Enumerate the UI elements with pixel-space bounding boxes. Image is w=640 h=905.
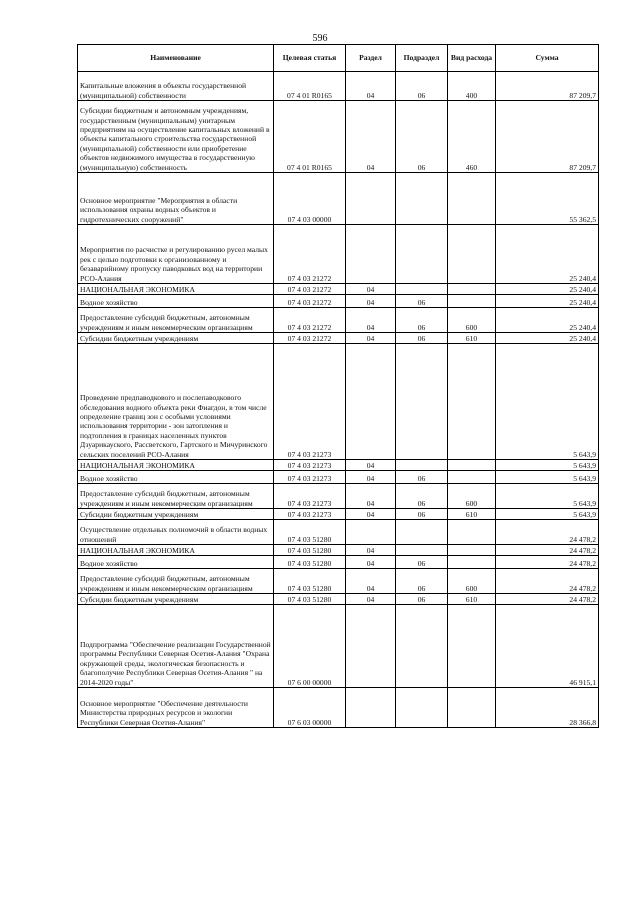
table-row [78, 173, 599, 225]
row-type-cell [448, 545, 496, 556]
row-name-cell: Предоставление субсидий бюджетным, автономным учреждениям и иным некоммерческим организациям [78, 569, 274, 594]
budget-table [77, 44, 599, 728]
row-type-cell: 600 [448, 484, 496, 509]
row-amount-cell: 55 362,5 [496, 173, 599, 225]
table-row [78, 225, 599, 284]
row-type-cell: 400 [448, 72, 496, 101]
row-amount-cell: 87 209,7 [496, 101, 599, 173]
row-type-cell [448, 284, 496, 295]
row-name-cell: Водное хозяйство [78, 556, 274, 569]
table-row [78, 101, 599, 173]
row-section-cell [346, 520, 396, 545]
row-type-cell [448, 460, 496, 471]
header-target: Целевая статья [274, 45, 346, 72]
row-subsection-cell: 06 [396, 101, 448, 173]
row-type-cell [448, 344, 496, 460]
row-name-cell: Предоставление субсидий бюджетным, автономным учреждениям и иным некоммерческим организациям [78, 308, 274, 333]
row-subsection-cell: 06 [396, 471, 448, 484]
row-amount-cell: 5 643,9 [496, 460, 599, 471]
row-name-cell: Капитальные вложения в объекты государственной (муниципальной) собственности [78, 72, 274, 101]
row-name-cell: Мероприятия по расчистке и регулированию русел малых рек с целью подготовки к организованному и безаварийному пропуску паводковых вод на территории РСО-Алания [78, 225, 274, 284]
row-subsection-cell: 06 [396, 569, 448, 594]
row-section-cell [346, 605, 396, 688]
row-subsection-cell [396, 545, 448, 556]
row-section-cell [346, 688, 396, 728]
row-name-cell: Субсидии бюджетным учреждениям [78, 594, 274, 605]
row-amount-cell: 25 240,4 [496, 333, 599, 344]
row-name-cell: НАЦИОНАЛЬНАЯ ЭКОНОМИКА [78, 545, 274, 556]
row-amount-cell: 5 643,9 [496, 344, 599, 460]
row-target-cell: 07 4 03 21272 [274, 295, 346, 308]
row-subsection-cell: 06 [396, 594, 448, 605]
row-name-cell: Водное хозяйство [78, 295, 274, 308]
row-target-cell: 07 4 03 51280 [274, 556, 346, 569]
row-amount-cell: 28 366,8 [496, 688, 599, 728]
row-section-cell: 04 [346, 333, 396, 344]
row-subsection-cell: 06 [396, 484, 448, 509]
row-amount-cell: 24 478,2 [496, 556, 599, 569]
header-section: Раздел [346, 45, 396, 72]
row-amount-cell: 24 478,2 [496, 594, 599, 605]
row-target-cell: 07 4 01 R0165 [274, 101, 346, 173]
row-target-cell: 07 4 03 21272 [274, 333, 346, 344]
row-name-cell: Осуществление отдельных полномочий в области водных отношений [78, 520, 274, 545]
row-type-cell [448, 295, 496, 308]
row-type-cell: 610 [448, 333, 496, 344]
row-subsection-cell: 06 [396, 333, 448, 344]
table-row [78, 520, 599, 545]
row-section-cell [346, 225, 396, 284]
row-name-cell: Основное мероприятие "Мероприятия в области использования охраны водных объектов и гидротехнических сооружений" [78, 173, 274, 225]
row-target-cell: 07 4 01 R0165 [274, 72, 346, 101]
row-section-cell: 04 [346, 460, 396, 471]
row-type-cell [448, 471, 496, 484]
row-section-cell: 04 [346, 295, 396, 308]
row-name-cell: Субсидии бюджетным учреждениям [78, 509, 274, 520]
table-row [78, 308, 599, 333]
row-section-cell: 04 [346, 284, 396, 295]
page-number: 596 [312, 33, 328, 44]
row-name-cell: Проведение предпаводкового и послепаводкового обследования водного объекта реки Фиагдон, в том числе определение границ зон с особыми условиями использования территории - зон затопления и подтопления в границах населенных пунктов Дзуарикауского, Рассветского, Гартского и Мичуринского сельских поселений РСО-Алания [78, 344, 274, 460]
row-target-cell: 07 4 03 51280 [274, 520, 346, 545]
row-target-cell: 07 4 03 21272 [274, 225, 346, 284]
table-row [78, 688, 599, 728]
row-subsection-cell [396, 173, 448, 225]
row-section-cell: 04 [346, 471, 396, 484]
row-name-cell: Водное хозяйство [78, 471, 274, 484]
row-target-cell: 07 4 03 51280 [274, 545, 346, 556]
row-amount-cell: 5 643,9 [496, 471, 599, 484]
row-subsection-cell [396, 225, 448, 284]
row-name-cell: Предоставление субсидий бюджетным, автономным учреждениям и иным некоммерческим организациям [78, 484, 274, 509]
row-type-cell: 610 [448, 594, 496, 605]
row-section-cell [346, 344, 396, 460]
table-row [78, 556, 599, 569]
row-type-cell [448, 173, 496, 225]
row-target-cell: 07 4 03 21273 [274, 344, 346, 460]
header-amount: Сумма [496, 45, 599, 72]
row-section-cell: 04 [346, 569, 396, 594]
row-type-cell [448, 225, 496, 284]
row-subsection-cell [396, 520, 448, 545]
row-type-cell [448, 605, 496, 688]
row-amount-cell: 25 240,4 [496, 308, 599, 333]
row-amount-cell: 24 478,2 [496, 569, 599, 594]
table-row [78, 545, 599, 556]
row-name-cell: НАЦИОНАЛЬНАЯ ЭКОНОМИКА [78, 460, 274, 471]
row-section-cell: 04 [346, 308, 396, 333]
row-section-cell: 04 [346, 594, 396, 605]
table-header-row [78, 45, 599, 72]
row-amount-cell: 46 915,1 [496, 605, 599, 688]
table-row [78, 460, 599, 471]
table-row [78, 333, 599, 344]
row-amount-cell: 24 478,2 [496, 520, 599, 545]
row-type-cell: 610 [448, 509, 496, 520]
row-amount-cell: 25 240,4 [496, 284, 599, 295]
table-row [78, 569, 599, 594]
row-target-cell: 07 4 03 21273 [274, 460, 346, 471]
row-type-cell: 600 [448, 308, 496, 333]
row-type-cell: 460 [448, 101, 496, 173]
row-target-cell: 07 4 03 21273 [274, 509, 346, 520]
row-target-cell: 07 6 03 00000 [274, 688, 346, 728]
row-subsection-cell: 06 [396, 308, 448, 333]
table-row [78, 594, 599, 605]
row-subsection-cell [396, 460, 448, 471]
row-section-cell: 04 [346, 484, 396, 509]
header-type: Вид расхода [448, 45, 496, 72]
row-target-cell: 07 4 03 21273 [274, 471, 346, 484]
row-name-cell: Основное мероприятие "Обеспечение деятельности Министерства природных ресурсов и экологии Республики Северная Осетия-Алания" [78, 688, 274, 728]
row-amount-cell: 25 240,4 [496, 295, 599, 308]
row-target-cell: 07 4 03 00000 [274, 173, 346, 225]
row-type-cell [448, 520, 496, 545]
row-section-cell [346, 173, 396, 225]
row-target-cell: 07 6 00 00000 [274, 605, 346, 688]
table-row [78, 509, 599, 520]
row-target-cell: 07 4 03 51280 [274, 594, 346, 605]
row-target-cell: 07 4 03 21272 [274, 284, 346, 295]
row-name-cell: Субсидии бюджетным и автономным учреждениям, государственным (муниципальным) унитарным предприятиям на осуществление капитальных вложений в объекты капитального строительства государственной (муниципальной) собственности или приобретение объектов недвижимого имущества в государственную (муниципальную) собственность [78, 101, 274, 173]
row-subsection-cell [396, 688, 448, 728]
row-amount-cell: 5 643,9 [496, 509, 599, 520]
row-subsection-cell [396, 344, 448, 460]
row-type-cell: 600 [448, 569, 496, 594]
row-subsection-cell: 06 [396, 295, 448, 308]
row-section-cell: 04 [346, 101, 396, 173]
table-row [78, 471, 599, 484]
header-name: Наименование [78, 45, 274, 72]
row-name-cell: НАЦИОНАЛЬНАЯ ЭКОНОМИКА [78, 284, 274, 295]
row-name-cell: Субсидии бюджетным учреждениям [78, 333, 274, 344]
row-target-cell: 07 4 03 21273 [274, 484, 346, 509]
row-subsection-cell [396, 284, 448, 295]
row-name-cell: Подпрограмма "Обеспечение реализации Государственной программы Республики Северная Осетия-Алания "Охрана окружающей среды, экологическая безопасность и благополучие Республики Северная Осетия-Алания " на 2014-2020 годы" [78, 605, 274, 688]
table-body [78, 72, 599, 728]
row-section-cell: 04 [346, 545, 396, 556]
row-amount-cell: 87 209,7 [496, 72, 599, 101]
row-subsection-cell: 06 [396, 509, 448, 520]
row-subsection-cell [396, 605, 448, 688]
row-section-cell: 04 [346, 556, 396, 569]
row-section-cell: 04 [346, 509, 396, 520]
row-subsection-cell: 06 [396, 556, 448, 569]
row-type-cell [448, 688, 496, 728]
row-amount-cell: 24 478,2 [496, 545, 599, 556]
row-amount-cell: 5 643,9 [496, 484, 599, 509]
row-subsection-cell: 06 [396, 72, 448, 101]
table-row [78, 284, 599, 295]
table-row [78, 72, 599, 101]
row-type-cell [448, 556, 496, 569]
row-amount-cell: 25 240,4 [496, 225, 599, 284]
table-row [78, 484, 599, 509]
table-row [78, 344, 599, 460]
row-section-cell: 04 [346, 72, 396, 101]
table-row [78, 605, 599, 688]
row-target-cell: 07 4 03 51280 [274, 569, 346, 594]
table-row [78, 295, 599, 308]
header-subsection: Подраздел [396, 45, 448, 72]
row-target-cell: 07 4 03 21272 [274, 308, 346, 333]
